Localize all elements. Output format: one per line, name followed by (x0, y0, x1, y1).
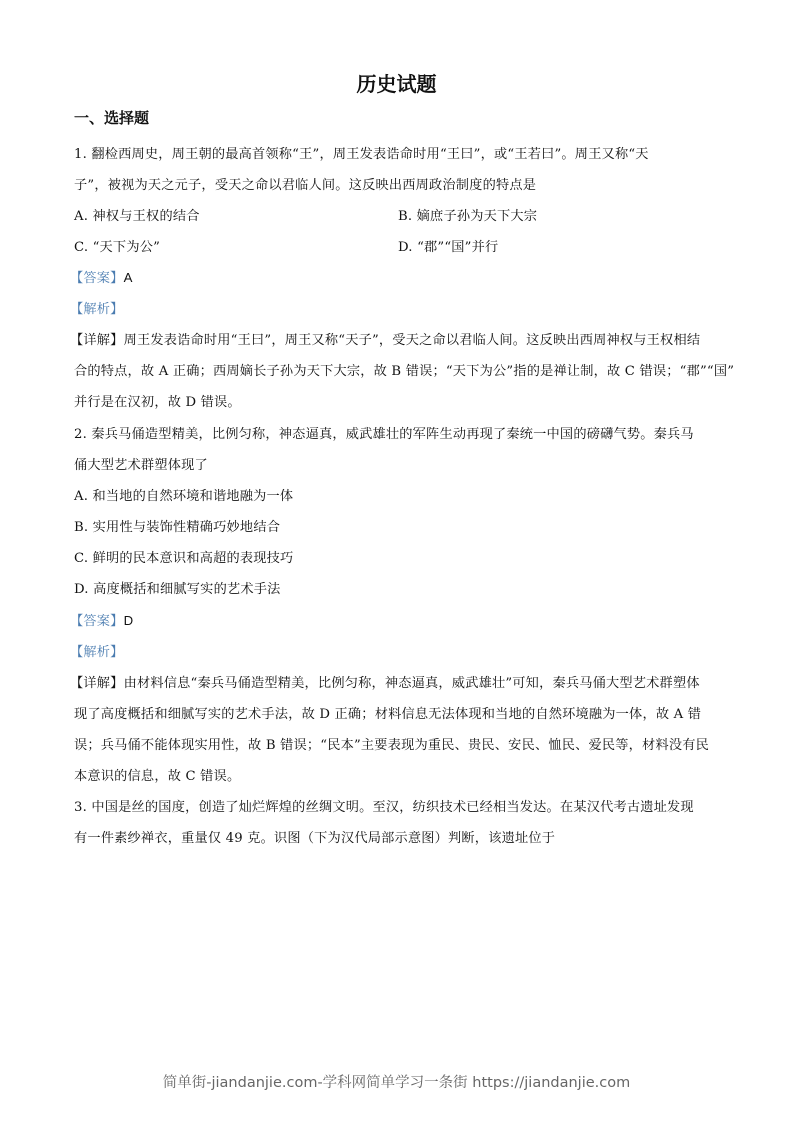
page-title: 历史试题 (356, 72, 437, 96)
q1-detail-line-1 (70, 329, 700, 348)
q2-option-d: D. 高度概括和细腻写实的艺术手法 (74, 582, 281, 597)
q1-stem-line-1: 1. 翻检西周史，周王朝的最高首领称“王”，周王发表诰命时用“王曰”，或“王若曰”。周王又称“天 (74, 147, 649, 162)
answer-value: A (123, 270, 133, 285)
section-heading: 一、选择题 (74, 109, 150, 127)
q2-option-c: C. 鲜明的民本意识和高超的表现技巧 (74, 551, 294, 566)
detail-label: 【详解】 (70, 333, 124, 348)
q1-option-a: A. 神权与王权的结合 (74, 209, 200, 224)
answer-label: 【答案】 (70, 614, 124, 629)
q2-detail-line-4: 本意识的信息，故 C 错误。 (74, 769, 241, 784)
q2-detail-line-1 (70, 672, 700, 691)
q2-stem-line-2: 俑大型艺术群塑体现了 (74, 458, 208, 473)
footer-watermark: 简单街-jiandanjie.com-学科网简单学习一条街 https://jiandanjie.com (162, 1075, 631, 1091)
q1-detail-line-3: 并行是在汉初，故 D 错误。 (74, 395, 241, 410)
q2-stem-line-1: 2. 秦兵马俑造型精美，比例匀称，神态逼真，威武雄壮的军阵生动再现了秦统一中国的磅礴气势。秦兵马 (74, 427, 694, 442)
q2-answer (70, 610, 133, 629)
q1-answer (70, 267, 133, 286)
q1-detail-line-2: 合的特点，故 A 正确；西周嫡长子孙为天下大宗，故 B 错误；“天下为公”指的是禅让制，故 C 错误；“郡”“国” (74, 364, 735, 379)
q1-stem-line-2: 子”，被视为天之元子，受天之命以君临人间。这反映出西周政治制度的特点是 (74, 178, 537, 193)
q2-detail-line-3: 误；兵马俑不能体现实用性，故 B 错误；“民本”主要表现为重民、贵民、安民、恤民、爱民等，材料没有民 (74, 738, 709, 753)
q1-analysis-label: 【解析】 (70, 302, 124, 317)
detail-text: 由材料信息“秦兵马俑造型精美，比例匀称，神态逼真，威武雄壮”可知，秦兵马俑大型艺术群塑体 (123, 676, 700, 691)
q2-detail-line-2: 现了高度概括和细腻写实的艺术手法，故 D 正确；材料信息无法体现和当地的自然环境融为一体，故 A 错 (74, 707, 702, 722)
q3-stem-line-2: 有一件素纱禅衣，重量仅 49 克。识图（下为汉代局部示意图）判断，该遗址位于 (74, 831, 556, 846)
q3-stem-line-1: 3. 中国是丝的国度，创造了灿烂辉煌的丝绸文明。至汉，纺织技术已经相当发达。在某汉代考古遗址发现 (74, 800, 694, 815)
detail-label: 【详解】 (70, 676, 124, 691)
answer-label: 【答案】 (70, 271, 124, 286)
q2-analysis-label: 【解析】 (70, 645, 124, 660)
detail-text: 周王发表诰命时用“王曰”，周王又称“天子”，受天之命以君临人间。这反映出西周神权与王权相结 (123, 333, 701, 348)
q2-option-b: B. 实用性与装饰性精确巧妙地结合 (74, 520, 281, 535)
q1-option-b: B. 嫡庶子孙为天下大宗 (398, 209, 538, 224)
q1-option-c: C. “天下为公” (74, 240, 161, 255)
answer-value: D (123, 613, 134, 628)
q2-option-a: A. 和当地的自然环境和谐地融为一体 (74, 489, 294, 504)
q1-option-d: D. “郡”“国”并行 (398, 240, 499, 255)
